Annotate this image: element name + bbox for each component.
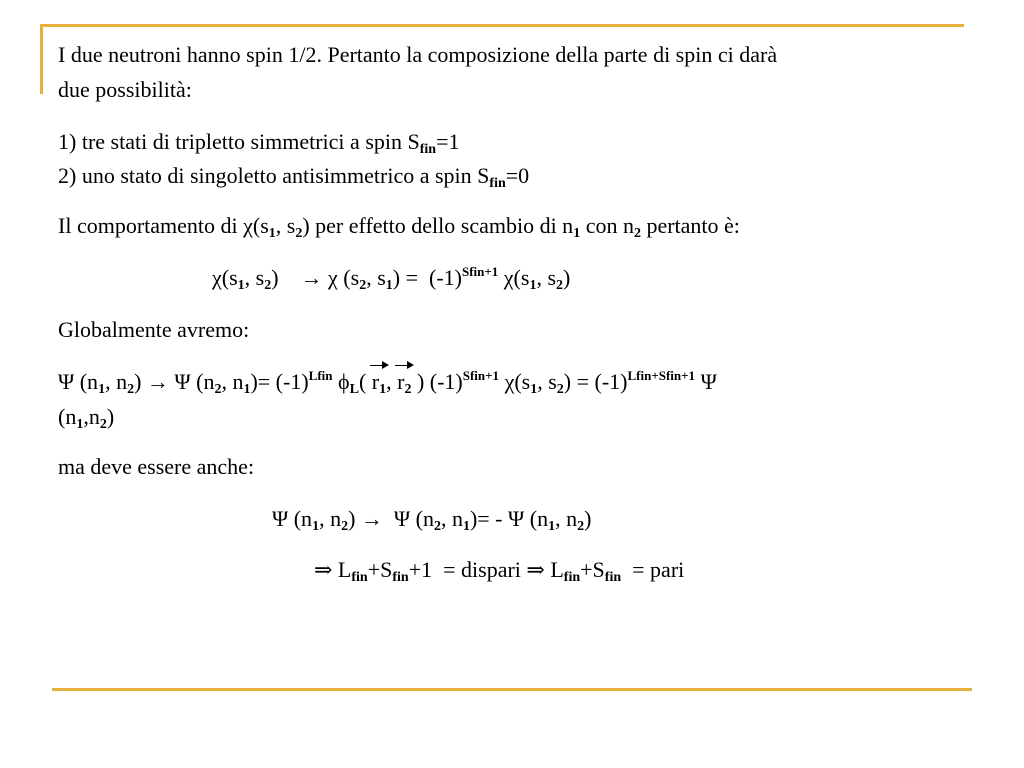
spin-exchange-equation: $\chi(s_1$, $s_2$) → χ ($s_2$, $s_1) = (-1)^{Sfin+1}$ $\chi(s_1$, $s_2$) bbox=[212, 264, 571, 293]
bottom-rule bbox=[52, 688, 972, 691]
exchange-behavior-text: Il comportamento di $\chi(s_1$, $s_2$) per effetto dello scambio di $n_1$ con $n_2$ pertanto è: bbox=[58, 213, 740, 241]
list-item-singlet: 2) uno stato di singoletto antisimmetrico a spin $S_{fin}=0$ bbox=[58, 163, 530, 191]
intro-line-2: due possibilità: bbox=[58, 77, 192, 102]
antisymmetry-equation: Ψ ($n_1$, $n_2) \to \Psi$ ($n_2$, $n_1)= - \Psi$ ($n_1$, $n_2$) bbox=[272, 506, 592, 534]
must-be-heading: ma deve essere anche: bbox=[58, 454, 255, 479]
wavefunction-exchange-equation: Ψ ($n_1$, $n_2) \to \Psi$ ($n_2$, $n_1)= (-1)^{Lfin}$ $\phi_L$( $r_1$, $r_2$ ) $(-1)^{Sfin+1}$ $\chi(s_1$, $s_2) = (-1)^{Lfin+Sfin+1}$ Ψ bbox=[58, 368, 717, 397]
left-rule bbox=[40, 24, 43, 94]
intro-line-1: I due neutroni hanno spin 1/2. Pertanto la composizione della parte di spin ci darà bbox=[58, 42, 778, 67]
vector-r1: $r_1$ bbox=[371, 369, 387, 397]
vector-r2: $r_2$ bbox=[397, 369, 412, 397]
top-rule bbox=[40, 24, 964, 27]
wavefunction-equation-continued: $(n_1,n_2)$ bbox=[58, 404, 115, 432]
list-item-triplet: 1) tre stati di tripletto simmetrici a spin $S_{fin}=1$ bbox=[58, 129, 460, 157]
parity-conclusion: ⇒ $L_{fin}+S_{fin}+1$ = dispari ⇒ $L_{fin}+S_{fin}$ = pari bbox=[314, 557, 685, 585]
globally-heading: Globalmente avremo: bbox=[58, 317, 250, 342]
phi-symbol: ϕ bbox=[338, 369, 350, 394]
